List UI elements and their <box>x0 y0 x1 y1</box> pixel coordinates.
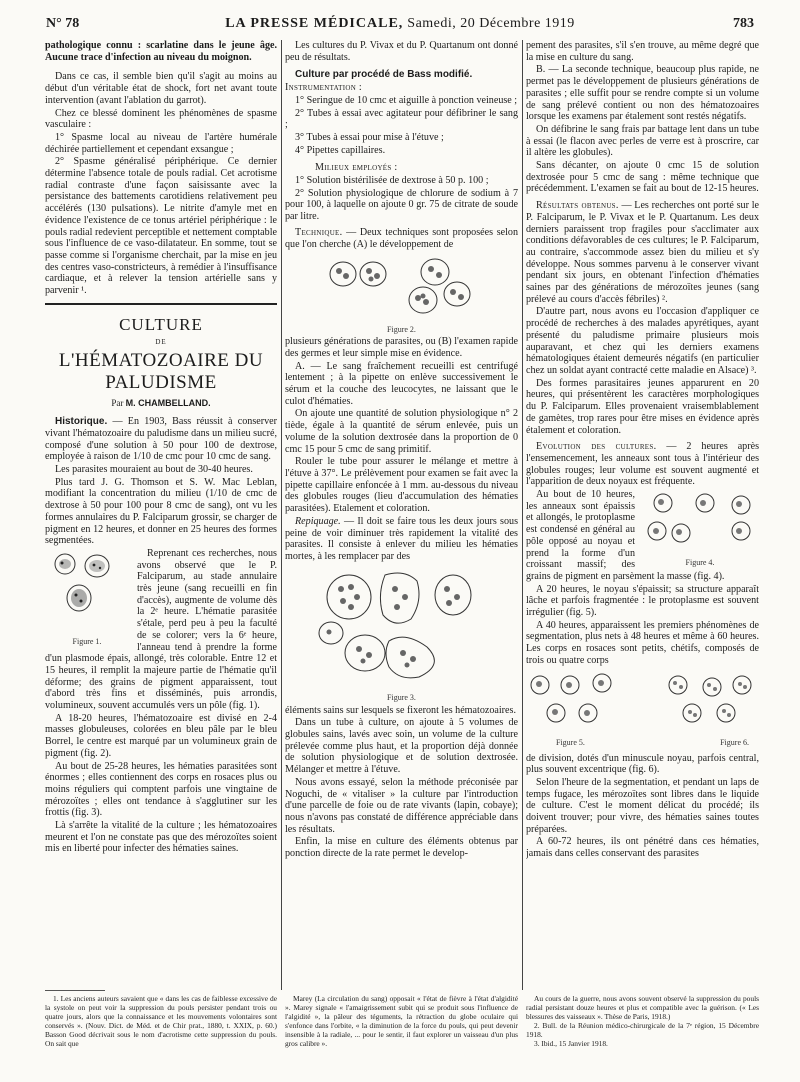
paragraph-text: — 2 heures après l'ensemencement, les anneaux sont tous à l'intérieur des globules rouges; leur volume est souvent augmenté et l'apparition de deux noyaux est fréquente. <box>526 441 759 488</box>
paragraph: A 20 heures, le noyau s'épaissit; sa structure apparaît lâche et parfois fragmentée : le protoplasme est souvent irrégulier (fig. 5). <box>526 583 759 619</box>
column-1 <box>45 40 277 990</box>
paragraph: de division, dotés d'un minuscule noyau, parfois central, plus souvent excentrique (fig. 6). <box>526 752 759 776</box>
issue-number: N° 78 <box>46 16 80 31</box>
page-header <box>46 14 754 38</box>
paragraph: éléments sains sur lesquels se fixeront les hématozoaires. <box>285 704 516 716</box>
column-3 <box>526 40 759 990</box>
paragraph: Plus tard J. G. Thomson et S. W. Mac Leblan, modifiant la concentration du milieu (1/10 de cmc de dextrose à 50 pour 100 pour 8 cmc de sang), ont vu les formes annulaires du P. Falciparum grossir, se charger de pigment en 12 heures, et donner en 25 heures des formes segmentées. <box>45 476 277 547</box>
column-rule <box>522 40 523 990</box>
list-item: 4° Pipettes capillaires. <box>295 144 386 156</box>
paragraph <box>45 416 277 463</box>
column-2 <box>285 40 518 990</box>
paragraph: Selon l'heure de la segmentation, et pendant un laps de temps fugace, les mérozoïtes sont libres dans le liquide de culture. C'est le moment délicat du procédé; ils doivent trouver; pour vivre, des hématies saines toutes préparées. <box>526 776 759 835</box>
figure-4-drawing <box>641 491 759 551</box>
paragraph: Dans ce cas, il semble bien qu'il s'agit au moins au début d'un véritable état de shock, fort net avant toute intervention (avant l'ablation du garrot). <box>45 71 277 106</box>
footnote: Marey (La circulation du sang) opposait « l'état de fièvre à l'état d'algidité ». Marey signale « l'amaigrissement subit qui se produit sous l'influence de l'algidité », la pâleur des téguments, la rétraction du globe oculaire qui s'enfonce dans l'orbite, « la diminution de la force du pouls, qui peut devenir insensible à la radiale, ... pour le sentir, il faut explorer un vaisseau d'un plus gros calibre ». <box>285 994 518 1049</box>
figure-5-caption: Figure 5. <box>556 737 585 747</box>
issue-date: Samedi, 20 Décembre 1919 <box>407 16 575 31</box>
paragraph: A 60-72 heures, ils ont pénétré dans ces hématies, jamais dans celles conservant des parasites <box>526 836 759 860</box>
running-title <box>46 16 754 32</box>
footnote: 1. Les anciens auteurs savaient que « dans les cas de faiblesse excessive de la systole on peut voir la suppression du pouls persister pendant trois ou quatre jours, alors que la connaissance et les mouvements volontaires sont conservés ». (Nouv. Dict. de Méd. et de Chir prat., 1880, t. XXIX, p. 60.) Basson Good décrivait sous le nom d'acrotisme cette suppression du pouls. On sait que <box>45 994 277 1049</box>
figure-1 <box>45 550 129 647</box>
paragraph-text: — Les recherches ont porté sur le P. Falciparum, le P. Vivax et le P. Quartanum. Les deux derniers paraissent trop fragiles pour s'acclimater aux conditions défavorables de ces cultures; le P. Falciparum, au contraire, s'accommode assez bien du milieu et s'y développe. Nous sommes parvenu à le conserver vivant pendant six jours, en obtenant l'infection d'hématies saines par des générations de mérozoïtes jeunes (sang prélevé au cours d'accès fébriles) ². <box>526 200 759 305</box>
page-number: 783 <box>733 16 754 31</box>
section-label: Technique. <box>295 226 343 238</box>
paragraph: A 18-20 heures, l'hématozoaire est divisé en 2-4 masses globuleuses, colorées en bleu pâle par le bleu Borrel, le centre est marqué par un volumineux grain de pigment (fig. 2). <box>45 712 277 759</box>
subsection-label: Instrumentation : <box>285 82 363 94</box>
paragraph: pement des parasites, s'il s'en trouve, au même degré que la mise en culture du sang. <box>526 40 759 63</box>
list-item: 1° Solution bistérilisée de dextrose à 50 p. 100 ; <box>295 175 489 187</box>
figures-5-6 <box>526 671 759 749</box>
footnote: 3. Ibid., 15 Janvier 1918. <box>534 1039 608 1049</box>
byline-par: Par <box>111 398 124 409</box>
title-line-1: CULTURE <box>119 314 203 334</box>
paragraph: On ajoute une quantité de solution physiologique n° 2 tiède, égale à la quantité de sérum enlevée, puis un volume de la solution dextrosée dans la proportion de 0 cmc 15 pour 5 cmc de sang primitif. <box>285 408 518 455</box>
footnotes-column-1 <box>45 994 277 1074</box>
paragraph: A 40 heures, apparaissent les premiers phénomènes de segmentation, plus nets à 48 heures et même à 60 heures. Les corps en rosaces sont petits, chétifs, composés de trois ou quatre corps <box>526 619 759 666</box>
column-rule <box>281 40 282 990</box>
footnote-rule <box>45 990 105 991</box>
paragraph: B. — La seconde technique, beaucoup plus rapide, ne permet pas le développement de plusieurs générations de parasites ; elle suffit pour se rendre compte si un volume de sang prélevé contient ou non des hématozoaires lorsque les examens par étalement sont restés négatifs. <box>526 64 759 123</box>
article-title <box>45 315 277 410</box>
paragraph: Au bout de 25-28 heures, les hématies parasitées sont énormes ; elles contiennent des corps en rosaces plus ou moins réguliers qui comptent parfois une vingtaine de mérozoïtes ; elles ont tendance à s'agglutiner sur les frottis (fig. 3). <box>45 760 277 819</box>
footnote: Au cours de la guerre, nous avons souvent observé la suppression du pouls radial persistant douze heures et plus et compatible avec la guérison. (« Les blessures des vaisseaux ». Thèse de Paris, 1918.) <box>526 994 759 1022</box>
figure-2-caption: Figure 2. <box>387 324 416 334</box>
paragraph <box>285 227 518 250</box>
figure-4 <box>641 491 759 568</box>
list-item: 2° Tubes à essai avec agitateur pour défibriner le sang ; <box>285 107 518 131</box>
figure-3-drawing <box>285 567 518 687</box>
paragraph: Reprenant ces recherches, nous avons observé que le P. Falciparum, au stade annulaire très jeune (sang recueilli en fin d'accès), augmente de volume dès la 2ᵉ heure. L'hématie parasitée s'étale, perd peu à peu la faculté de se colorer; vers la 6ᵉ heure, l'anneau tend à prendre la forme d'un plasmode épais, allongé, très colorable. Entre 12 et 15 heures, il remplit la majeure partie de l'hématie qu'il déforme; des grains de pigment apparaissent, tout d'abord très fins et disséminés, puis arrondis, volumineux, souvent accumulés vers un pôle (fig. 1). <box>45 547 277 712</box>
section-label: Historique. <box>55 416 108 428</box>
paragraph: Au bout de 10 heures, les anneaux sont épaissis et allongés, le protoplasme est condensé en général au pôle opposé au noyau et prend la forme d'un croissant massif; des grains de pigment en parsèment la masse (fig. 4). <box>526 489 725 582</box>
figure-1-caption: Figure 1. <box>72 636 102 646</box>
paragraph: 2° Spasme généralisé périphérique. Ce dernier détermine l'absence totale de pouls radial. Cet acrotisme radial contraste d'une façon saisissante avec la persistance des battements carotidiens relativement peu accélérés (130 pulsations). Le nitrite d'amyle met en évidence l'existence de ce tonus artériel périphérique : le pouls radial redevient perceptible et nettement comptable sous l'influence de ce vaso-dilatateur. En somme, tout se passe comme si l'organisme cherchait, par la mise en jeu des centres vaso-constricteurs, à remédier à l'insuffisance cardiaque, et à relever la tension artérielle sans y parvenir ¹. <box>45 156 277 297</box>
figure-3 <box>285 567 518 701</box>
section-label: Résultats obtenus. <box>536 200 619 212</box>
list-item: 3° Tubes à essai pour mise à l'étuve ; <box>295 131 444 143</box>
subsection-label: Milieux employés : <box>315 162 398 174</box>
paragraph: Nous avons essayé, selon la méthode préconisée par Noguchi, de « vitaliser » la culture par l'introduction d'une parcelle de foie ou de rate vivants (lapin, cobaye); nous n'avons pas constaté de différence appréciable dans les résultats. <box>285 776 518 835</box>
figure-1-drawing <box>45 550 129 630</box>
figure-4-caption: Figure 4. <box>685 557 715 567</box>
paragraph: Rouler le tube pour assurer le mélange et mettre à l'étuve à 37°. Le prélèvement pour examen se fait avec la pipette capillaire enfoncée à 1 mm. au-dessous du niveau des globules rouges (lieu d'accumulation des hématies parasitées). Etalement et coloration. <box>285 456 518 515</box>
list-item: 2° Solution physiologique de chlorure de sodium à 7 pour 100, à laquelle on ajoute 0 gr. 75 de citrate de soude par litre. <box>285 187 518 223</box>
paragraph: Les parasites mouraient au bout de 30-40 heures. <box>55 463 253 475</box>
paragraph: Les cultures du P. Vivax et du P. Quartanum ont donné peu de résultats. <box>285 40 518 63</box>
paragraph-text: — Il doit se faire tous les deux jours sous peine de voir diminuer très rapidement la vitalité des parasites. Il consiste à enlever du milieu les hématies mortes, à les remplacer par des <box>285 515 518 562</box>
paragraph: A. — Le sang fraîchement recueilli est centrifugé lentement ; à la pipette on enlève successivement le sérum et la couche des leucocytes, ne laissant que le culot d'hématies. <box>285 360 518 407</box>
paragraph-text: — Deux techniques sont proposées selon que l'on cherche (A) le développement de <box>285 226 518 250</box>
paragraph: Des formes parasitaires jeunes apparurent en 20 heures, qui présentèrent les caractères morphologiques du P. Falciparum. Elles provenaient vraisemblablement de gamètes, trop rares pour être mises en évidence après étalement et coloration. <box>526 377 759 436</box>
paragraph: Là s'arrête la vitalité de la culture ; les hématozoaires meurent et l'on ne constate pas que des mérozoïtes soient mis en liberté pour infecter des hématies saines. <box>45 820 277 855</box>
figures-5-6-drawing <box>526 671 759 733</box>
figure-2-drawing <box>285 254 518 318</box>
section-label: Repiquage. <box>295 515 341 527</box>
paragraph: Enfin, la mise en culture des éléments obtenus par ponction directe de la rate permet le develop- <box>285 836 518 860</box>
section-heading: Culture par procédé de Bass modifié. <box>295 69 473 81</box>
footnotes-column-3 <box>526 994 759 1074</box>
footnote: 2. Bull. de la Réunion médico-chirurgicale de la 7ᵉ région, 15 Décembre 1918. <box>526 1021 759 1040</box>
figure-2 <box>285 254 518 332</box>
paragraph <box>526 441 759 488</box>
paragraph: Chez ce blessé dominent les phénomènes de spasme vasculaire : <box>45 107 277 131</box>
paragraph <box>526 200 759 305</box>
paragraph: D'autre part, nous avons eu l'occasion d'appliquer ce procédé de recherches à des malades apyrétiques, ayant présenté du paludisme primaire plusieurs mois auparavant, et chez qui les derniers examens hématologiques étaient demeurés négatifs (en particulier chez un soldat ayant contracté cette maladie en Alsace) ³. <box>526 306 759 376</box>
figure-6-caption: Figure 6. <box>720 737 749 747</box>
intro-paragraph: pathologique connu : scarlatine dans le jeune âge. Aucune trace d'infection au niveau du moignon. <box>45 40 277 63</box>
byline <box>45 398 277 410</box>
paragraph: 1° Spasme local au niveau de l'artère humérale déchirée partiellement et cependant exsangue ; <box>45 131 277 155</box>
paragraph-text: — En 1903, Bass réussit à conserver vivant l'hématozoaire du paludisme dans un milieu sucré, composé d'une solution à 50 pour 100 de dextrose, employée à raison de 1/10 de cmc pour 10 cmc de sang. <box>45 416 277 463</box>
footnotes-column-2 <box>285 994 518 1074</box>
section-label: Evolution des cultures. <box>536 441 657 453</box>
paragraph: On défibrine le sang frais par battage lent dans un tube à essai (le flacon avec perles de verre est à proscrire, car il altère les globules). <box>526 123 759 159</box>
paragraph <box>285 516 518 563</box>
journal-name: LA PRESSE MÉDICALE, <box>225 16 404 31</box>
title-line-3: L'HÉMATOZOAIRE DU PALUDISME <box>58 350 264 394</box>
paragraph: plusieurs générations de parasites, ou (B) l'examen rapide des germes et leur simple mise en évidence. <box>285 336 518 359</box>
paragraph: Sans décanter, on ajoute 0 cmc 15 de solution dextrosée pour 5 cmc de sang : même technique que précédemment. L'examen se fait au bout de 12-15 heures. <box>526 160 759 195</box>
paragraph: Dans un tube à culture, on ajoute à 5 volumes de globules sains, lavés avec soin, un volume de la culture prélevée comme plus haut, et la proportion déjà donnée de solution physiologique et de solution dextrosée. Mélanger et mettre à l'étuve. <box>285 717 518 776</box>
title-line-2: DE <box>155 337 167 346</box>
figure-3-caption: Figure 3. <box>387 693 416 703</box>
section-separator <box>45 303 277 305</box>
list-item: 1° Seringue de 10 cmc et aiguille à ponction veineuse ; <box>295 94 518 106</box>
author-name: M. CHAMBELLAND. <box>125 398 211 409</box>
